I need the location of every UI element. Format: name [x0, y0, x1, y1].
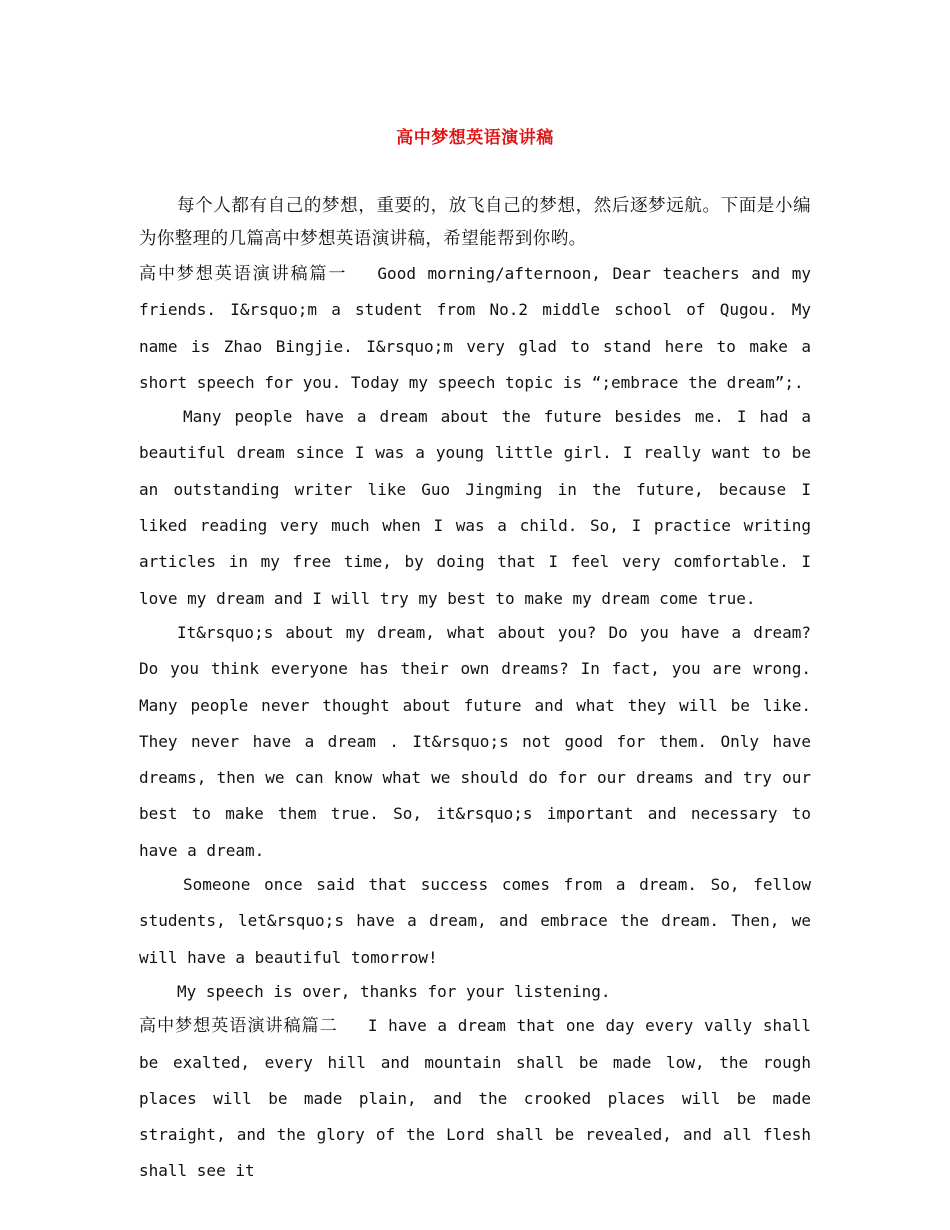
speech-one-paragraph-2: Many people have a dream about the future besides me. I had a beautiful dream since I was a young little girl. I really want to be an outstanding writer like Guo Jingming in the future, because I liked reading very much when I was a child. So, I practice writing articles in my free time, by doing that I feel very comfortable. I love my dream and I will try my best to make my dream come true. [139, 407, 811, 608]
speech-one-paragraph-4: Someone once said that success comes from a dream. So, fellow students, let&rsquo;s have a dream, and embrace the dream. Then, we will have a beautiful tomorrow! [139, 875, 811, 967]
page-title: 高中梦想英语演讲稿 [396, 128, 554, 148]
speech-one-paragraph-3: It&rsquo;s about my dream, what about you? Do you have a dream? Do you think everyone has their own dreams? In fact, you are wrong. Many people never thought about future and what they will be like. They never have a dream . It&rsquo;s not good for them. Only have dreams, then we can know what we should do for our dreams and try our best to make them true. So, it&rsquo;s important and necessary to have a dream. [139, 622, 811, 860]
speech-one-text-1: Good morning/afternoon, Dear teachers and my friends. I&rsquo;m a student from No.2 middle school of Qugou. My name is Zhao Bingjie. I&rsquo;m very glad to stand here to make a short speech for you. Today my speech topic is “;embrace the dream”;. [139, 264, 812, 392]
speech-two-text-1: I have a dream that one day every vally shall be exalted, every hill and mountain shall be made low, the rough places will be made plain, and the crooked places will be made straight, and the glory of the Lord shall be revealed, and all flesh shall see it [139, 1016, 812, 1181]
speech-two-paragraph-1 [139, 1008, 811, 1189]
speech-one-paragraph-1 [139, 256, 811, 401]
speech-one-paragraph-5: My speech is over, thanks for your listening. [177, 981, 611, 1001]
section-heading-two: 高中梦想英语演讲稿篇二 [139, 1016, 338, 1037]
section-heading-one: 高中梦想英语演讲稿篇一 [139, 264, 348, 284]
intro-paragraph: 每个人都有自己的梦想，重要的，放飞自己的梦想，然后逐梦远航。下面是小编为你整理的几篇高中梦想英语演讲稿，希望能帮到你哟。 [139, 196, 811, 249]
document-body [139, 190, 811, 1190]
